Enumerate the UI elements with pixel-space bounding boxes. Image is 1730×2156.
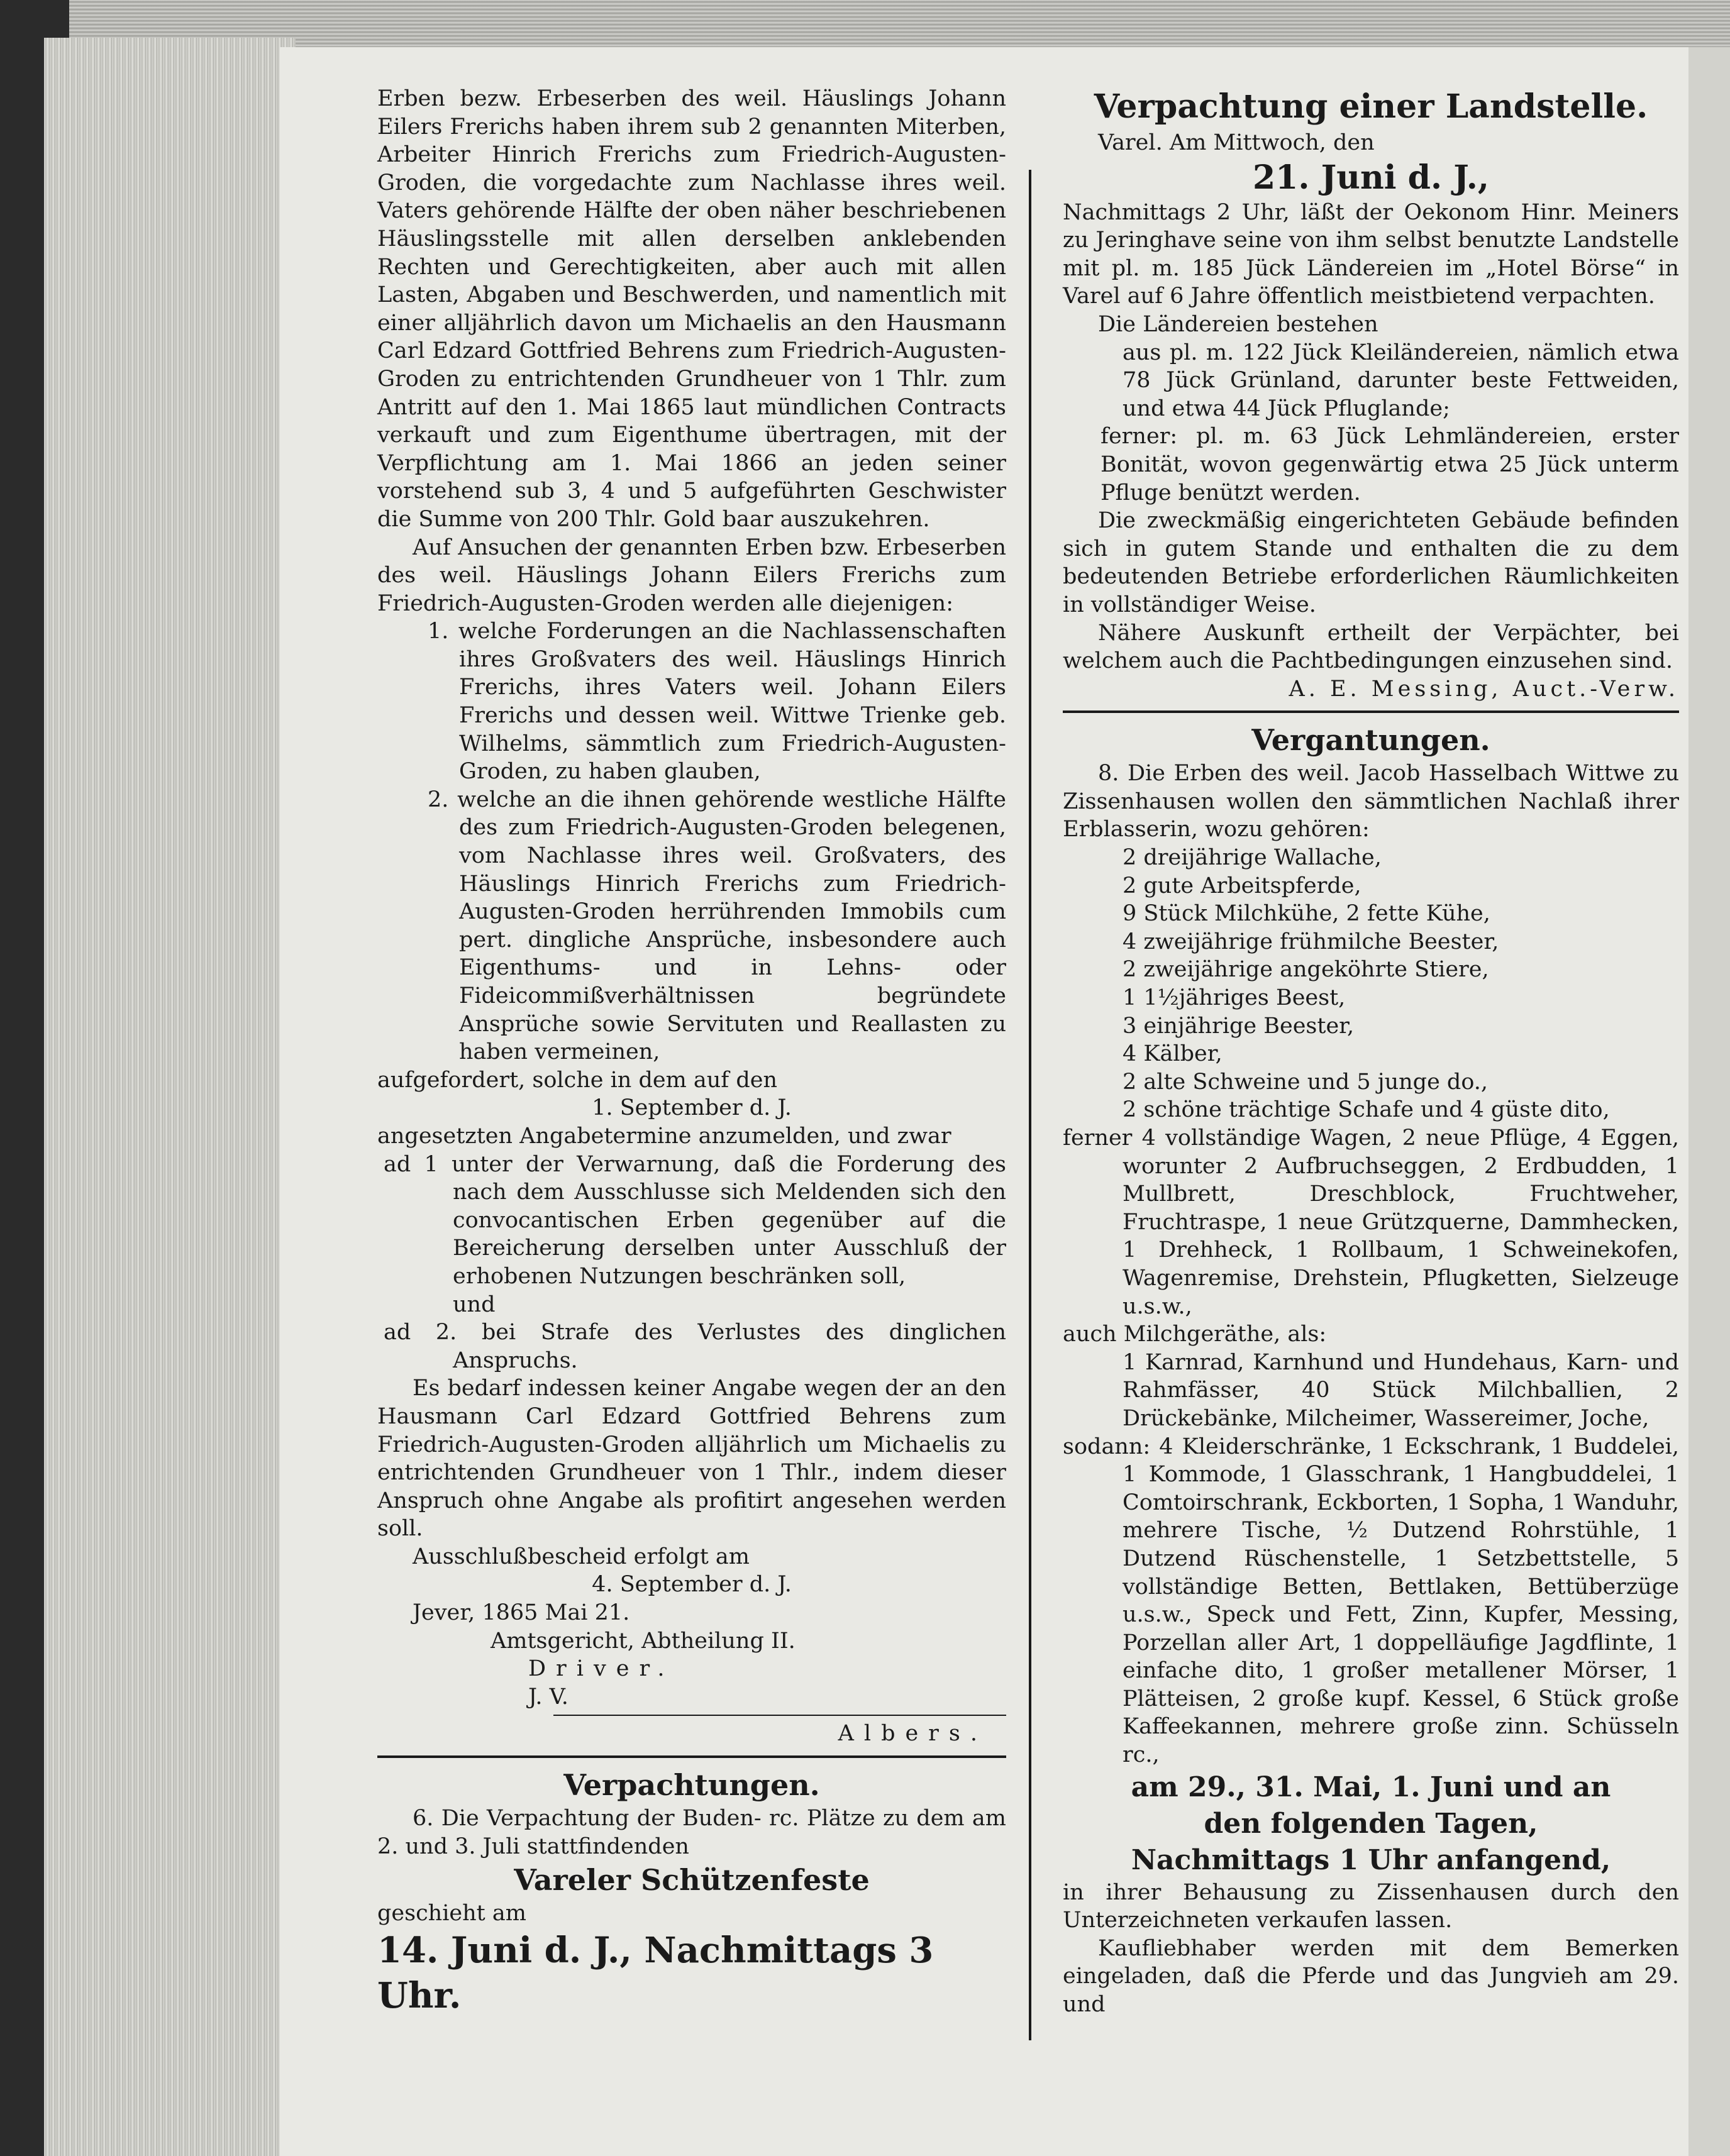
final-date-line: 14. Juni d. J., Nachmittags 3 Uhr. [377,1929,934,2016]
list-item: 1 1½jähriges Beest, [1123,985,1346,1011]
buildings-paragraph: Die zweckmäßig eingerichteten Gebäude befinden sich in gutem Stande und enthalten die zu dem bedeutenden Betriebe erforderlichen Räumlichkeiten in vollständiger Weise. [1063,508,1679,617]
court-line: Amtsgericht, Abtheilung II. [491,1628,796,1654]
signature-rule [553,1715,1006,1716]
dairy-intro: auch Milchgeräthe, als: [1063,1322,1327,1347]
column-divider [1029,170,1031,2040]
date-september-4: 4. September d. J. [592,1572,792,1598]
list-item: 4 zweijährige frühmilche Beester, [1123,929,1499,954]
list-item: 2 gute Arbeitspferde, [1123,873,1361,898]
deadline-line: angesetzten Angabetermine anzumelden, und zwar [377,1123,951,1149]
auction-dates: am 29., 31. Mai, 1. Juni und an [1131,1771,1611,1803]
notice-paragraph: Auf Ansuchen der genannten Erben bzw. Erbeserben des weil. Häuslings Johann Eilers Frerichs zum Friedrich-Augusten-Groden werden alle diejenigen: [377,534,1006,616]
signature-driver: Driver. [528,1656,675,1682]
lands-intro: Die Ländereien bestehen [1098,311,1378,337]
lands-loam: ferner: pl. m. 63 Jück Lehmländereien, erster Bonität, wovon gegenwärtig etwa 25 Jück unterm Pfluge benützt werden. [1101,424,1679,506]
signature-messing: A. E. Messing, Auct.-Verw. [1289,676,1679,702]
decision-line: Ausschlußbescheid erfolgt am [413,1544,750,1569]
date-september-1: 1. September d. J. [592,1095,792,1121]
right-column [1063,85,1679,2019]
heading-verpachtungen: Verpachtungen. [563,1768,820,1803]
exception-paragraph: Es bedarf indessen keiner Angabe wegen der an den Hausmann Carl Edzard Gottfried Behrens zum Friedrich-Augusten-Groden alljährlich um Michaelis zu entrichtenden Grundheuer von 1 Thlr., indem dieser Anspruch ohne Angabe als profitirt angesehen werden soll. [377,1376,1006,1542]
lease-paragraph: Nachmittags 2 Uhr, läßt der Oekonom Hinr. Meiners zu Jeringhave seine von ihm selbst benutzte Landstelle mit pl. m. 185 Jück Ländereien im „Hotel Börse“ in Varel auf 6 Jahre öffentlich meistbietend verpachten. [1063,199,1679,309]
estate-paragraph: 8. Die Erben des weil. Jacob Hasselbach Wittwe zu Zissenhausen wollen den sämmtlichen Nachlaß ihrer Erblasserin, wozu gehören: [1063,761,1679,843]
furniture-paragraph: sodann: 4 Kleiderschränke, 1 Eckschrank, 1 Buddelei, 1 Kommode, 1 Glasschrank, 1 Hangbuddelei, 1 Comtoirschrank, Eckborten, 1 Sopha, 1 Wanduhr, mehrere Tische, ½ Dutzend Rohrstühle, 1 Dutzend Rüschenstelle, 1 Setzbettstelle, 5 vollständige Betten, Bettlaken, Bettüberzüge u.s.w., Speck und Fett, Zinn, Kupfer, Messing, Porzellan aller Art, 1 doppelläufige Jagdflinte, 1 einfache dito, 1 großer metallener Mörser, 1 Plätteisen, 2 große kupf. Kessel, 6 Stück große Kaffeekannen, mehrere große zinn. Schüsseln rc., [1063,1434,1679,1768]
occurs-line: geschieht am [377,1901,526,1927]
book-page-edges [44,38,296,2156]
list-item-1: 1. welche Forderungen an die Nachlassenschaften ihres Großvaters des weil. Häuslings Hinrich Frerichs, ihres Vaters weil. Johann Eilers Frerichs und dessen weil. Wittwe Trienke geb. Wilhelms, sämmtlich zum Friedrich-Augusten-Groden, zu haben glauben, [428,619,1006,785]
list-item: 2 schöne trächtige Schafe und 4 güste dito, [1123,1097,1610,1123]
facing-page-edge [1688,47,1730,2156]
clause-ad-2: ad 2. bei Strafe des Verlustes des dinglichen Anspruchs. [384,1320,1006,1373]
dairy-items: 1 Karnrad, Karnhund und Hundehaus, Karn- und Rahmfässer, 40 Stück Milchballien, 2 Drückebänke, Milcheimer, Wassereimer, Joche, [1123,1349,1679,1431]
list-item: 3 einjährige Beester, [1123,1013,1355,1039]
varel-line: Varel. Am Mittwoch, den [1098,130,1375,155]
auction-time: Nachmittags 1 Uhr anfangend, [1131,1844,1611,1876]
list-item: 2 dreijährige Wallache, [1123,845,1382,871]
info-paragraph: Nähere Auskunft ertheilt der Verpächter, bei welchem auch die Pachtbedingungen einzusehen sind. [1063,620,1679,674]
list-item: 4 Kälber, [1123,1041,1223,1067]
equipment-paragraph: ferner 4 vollständige Wagen, 2 neue Pflüge, 4 Eggen, worunter 2 Aufbruchseggen, 2 Erdbudden, 1 Mullbrett, Dreschblock, Fruchtweher, Fruchtraspe, 1 neue Grützquerne, Dammhecken, 1 Drehheck, 1 Rollbaum, 1 Schweinekofen, Wagenremise, Drehstein, Pflugketten, Sielzeuge u.s.w., [1063,1125,1679,1319]
signature-albers: Albers. [838,1721,987,1747]
section-rule-right [1063,710,1679,713]
intro-paragraph: Erben bezw. Erbeserben des weil. Häuslings Johann Eilers Frerichs haben ihrem sub 2 genannten Miterben, Arbeiter Hinrich Frerichs zum Friedrich-Augusten-Groden, die vorgedachte zum Nachlasse ihres weil. Vaters gehörende Hälfte der oben näher beschriebenen Häuslingsstelle mit allen derselben anklebenden Rechten und Gerechtigkeiten, aber auch mit allen Lasten, Abgaben und Beschwerden, und namentlich mit einer alljährlich davon um Michaelis an den Hausmann Carl Edzard Gottfried Behrens zum Friedrich-Augusten-Groden zu entrichtenden Grundheuer von 1 Thlr. zum Antritt auf den 1. Mai 1865 laut mündlichen Contracts verkauft und zum Eigenthume übertragen, mit der Verpflichtung am 1. Mai 1866 an jeden seiner vorstehend sub 3, 4 und 5 aufgeführten Geschwister die Summe von 200 Thlr. Gold baar auszukehren. [377,86,1006,532]
clause-und: und [453,1291,496,1317]
buyers-paragraph: Kaufliebhaber werden mit dem Bemerken eingeladen, daß die Pferde und das Jungvieh am 29. und [1063,1935,1679,2018]
date-june-21: 21. Juni d. J., [1253,158,1489,197]
list-item: 2 alte Schweine und 5 junge do., [1123,1069,1489,1095]
booth-paragraph: 6. Die Verpachtung der Buden- rc. Plätze zu dem am 2. und 3. Juli stattfindenden [377,1806,1006,1859]
livestock-list [1063,844,1679,1124]
clause-ad-1: ad 1 unter der Verwarnung, daß die Forderung des nach dem Ausschlusse sich Meldenden sich den convocantischen Erben gegenüber auf die Bereicherung derselben unter Ausschluß der erhobenen Nutzungen beschränken soll, [384,1151,1006,1289]
signature-jv: J. V. [528,1684,568,1710]
list-item-2: 2. welche an die ihnen gehörende westliche Hälfte des zum Friedrich-Augusten-Groden belegenen, vom Nachlasse ihres weil. Großvaters, des Häuslings Hinrich Frerichs zum Friedrich-Augusten-Groden herrührenden Immobils cum pert. dingliche Ansprüche, insbesondere auch Eigenthums- und in Lehns- oder Fideicommißverhältnissen begründete Ansprüche sowie Servituten und Reallasten zu haben vermeinen, [428,787,1006,1065]
heading-vergantungen: Vergantungen. [1251,723,1490,758]
summons-line: aufgefordert, solche in dem auf den [377,1067,778,1093]
list-item: 9 Stück Milchkühe, 2 fette Kühe, [1123,901,1490,927]
heading-schuetzenfest: Vareler Schützenfeste [514,1863,870,1898]
lands-clay: aus pl. m. 122 Jück Kleiländereien, nämlich etwa 78 Jück Grünland, darunter beste Fettweiden, und etwa 44 Jück Pfluglande; [1123,340,1679,421]
auction-place: in ihrer Behausung zu Zissenhausen durch den Unterzeichneten verkaufen lassen. [1063,1879,1679,1933]
left-column [377,85,1006,2018]
heading-landstelle: Verpachtung einer Landstelle. [1094,87,1648,126]
place-date: Jever, 1865 Mai 21. [413,1600,630,1626]
auction-following-days: den folgenden Tagen, [1204,1807,1538,1840]
list-item: 2 zweijährige angeköhrte Stiere, [1123,957,1489,983]
section-rule [377,1755,1006,1758]
